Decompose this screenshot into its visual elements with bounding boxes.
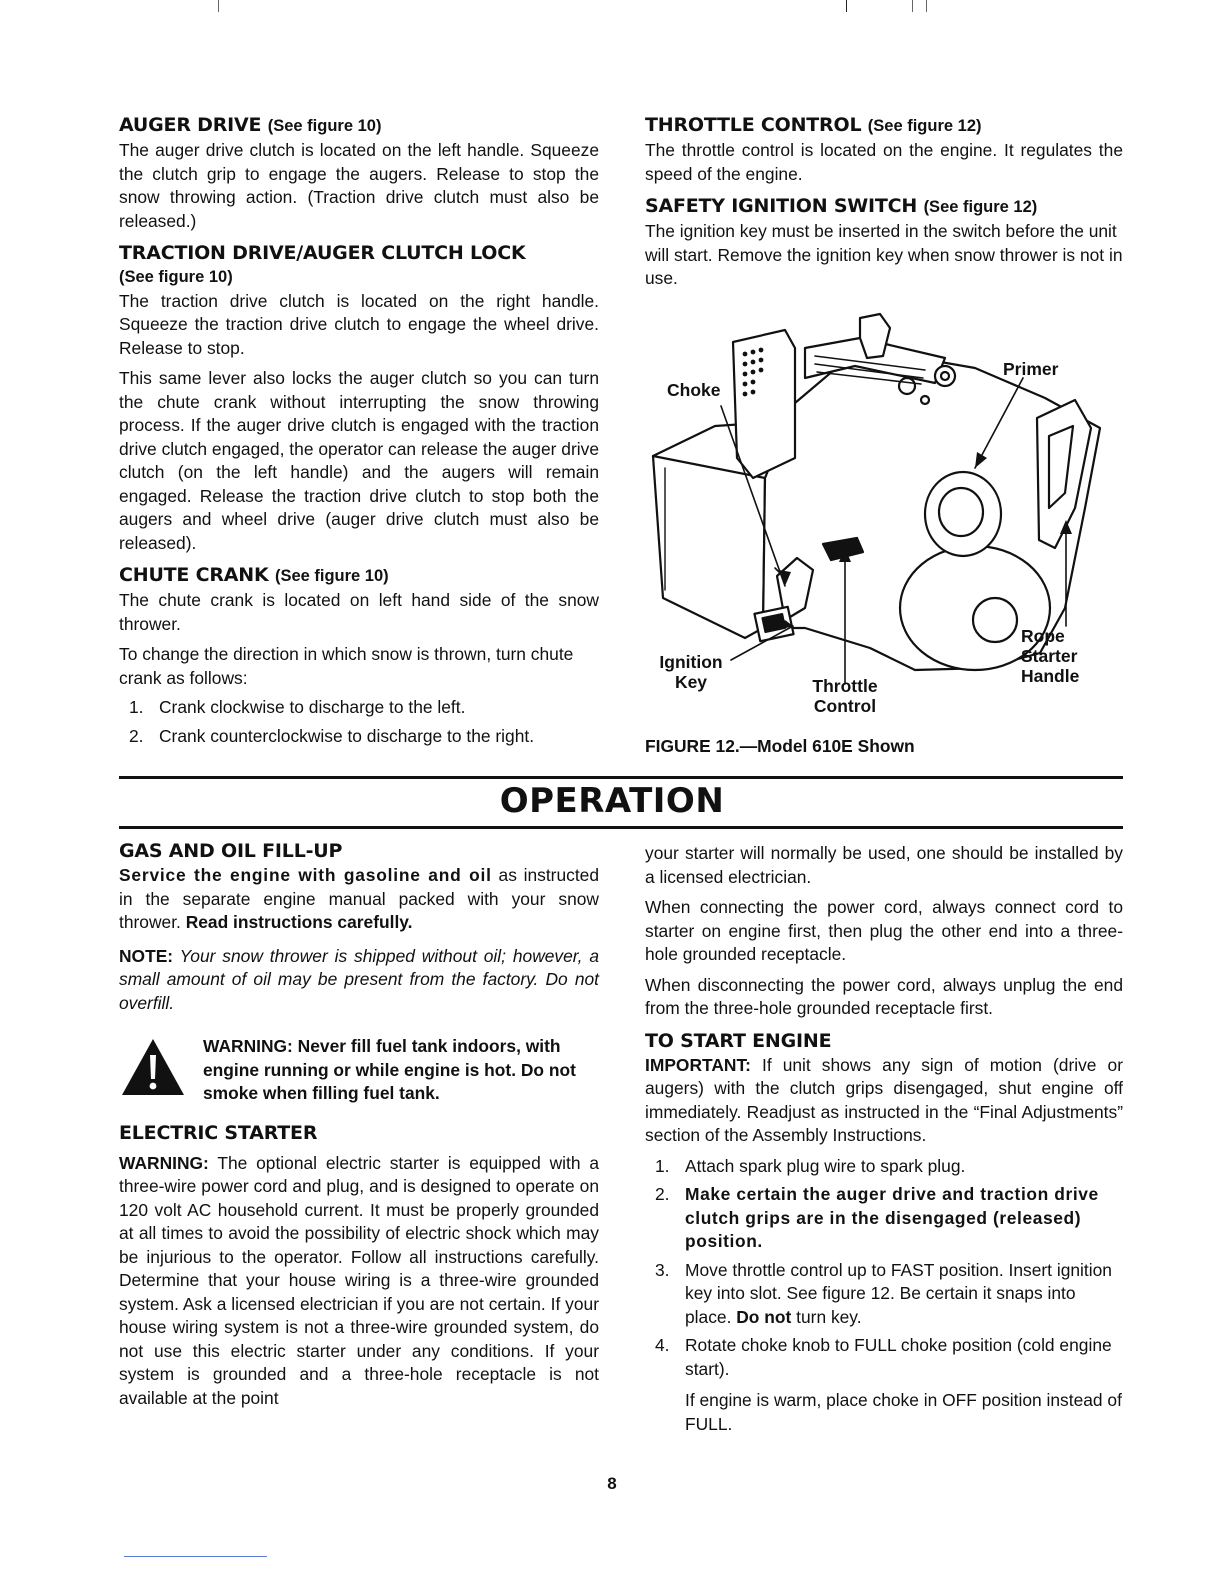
gas-oil-body (119, 864, 599, 935)
list-item (119, 725, 599, 749)
step-number: 2. (129, 725, 144, 746)
figure-caption: FIGURE 12.—Model 610E Shown (645, 736, 915, 756)
step-note: If engine is warm, place choke in OFF position instead of FULL. (685, 1390, 1122, 1434)
electric-starter-title: ELECTRIC STARTER (119, 1121, 318, 1144)
left-column (119, 112, 599, 753)
gas-oil-title: GAS AND OIL FILL-UP (119, 840, 343, 862)
warning-triangle-icon (119, 1035, 187, 1099)
fuel-warning-text: WARNING: Never fill fuel tank indoors, with engine running or while engine is hot. Do not smoke when filling fuel tank. (203, 1036, 576, 1103)
step-text: Rotate choke knob to FULL choke position (cold engine start). (685, 1335, 1112, 1379)
auger-drive-ref: (See figure 10) (267, 117, 382, 135)
note-label: NOTE: (119, 945, 174, 966)
connecting-instructions: When connecting the power cord, always connect cord to starter on engine first, then plug the other end into a three-hole grounded receptacle. (645, 897, 1123, 964)
throttle-control-label: Throttle Control (812, 676, 878, 716)
electric-continued: your starter will normally be used, one should be installed by a licensed electrician. (645, 843, 1123, 887)
ignition-key-label: Ignition Key (659, 652, 723, 692)
engine-figure (645, 308, 1123, 728)
chute-crank-body-2: To change the direction in which snow is thrown, turn chute crank as follows: (119, 644, 574, 688)
chute-crank-ref: (See figure 10) (274, 567, 389, 585)
step-text: Move throttle control up to FAST position. Insert ignition key into slot. See figure 12. Be certain it snaps into place. (685, 1259, 1112, 1327)
chute-crank-heading (119, 562, 599, 589)
important-text: If unit shows any sign of motion (drive or augers) with the clutch grips disengaged, shut engine off immediately. Readjust as instructed in the “Final Adjustments” section of the Assembly Instructions. (645, 1054, 1123, 1145)
electric-warning-text: The optional electric starter is equipped with a three-wire power cord and plug, and is designed to operate on 120 volt AC household current. It must be properly grounded at all times to avoid the possibility of electric shock which may be injurious to the operator. Follow all instructions carefully. Determine that your house wiring is a three-wire grounded system. Ask a licensed electrician if you are not certain. If your house wiring system is not a three-wire grounded system, do not use this electric starter under any conditions. If your system is grounded and a three-hole receptacle is not available at the point (119, 1152, 599, 1408)
list-item (119, 696, 599, 720)
step-text-end: turn key. (791, 1306, 862, 1327)
ignition-heading (645, 193, 1123, 220)
auger-drive-body: The auger drive clutch is located on the left handle. Squeeze the clutch grip to engage the augers. Release to stop the snow throwing action. (Traction drive clutch must also be released.) (119, 140, 599, 231)
traction-lock-ref: (See figure 10) (119, 268, 233, 286)
ignition-body: The ignition key must be inserted in the switch before the unit will start. Remove the ignition key when snow thrower is not in use. (645, 221, 1123, 288)
important-label: IMPORTANT: (645, 1054, 751, 1075)
auger-drive-heading (119, 112, 599, 139)
step-number: 3. (655, 1259, 670, 1280)
chute-crank-steps (119, 696, 599, 748)
step-text: Attach spark plug wire to spark plug. (685, 1155, 966, 1176)
traction-lock-body-1: The traction drive clutch is located on the right handle. Squeeze the traction drive clutch to engage the wheel drive. Release to stop. (119, 290, 599, 358)
choke-label: Choke (667, 380, 721, 400)
list-item (645, 1183, 1123, 1254)
start-important (645, 1054, 1123, 1148)
step-text: Make certain the auger drive and traction drive clutch grips are in the disengaged (released) position. (685, 1184, 1099, 1251)
scan-underline (124, 1556, 267, 1557)
page-number: 8 (607, 1474, 617, 1493)
ignition-title: SAFETY IGNITION SWITCH (645, 195, 918, 217)
throttle-title: THROTTLE CONTROL (645, 114, 862, 136)
throttle-body: The throttle control is located on the engine. It regulates the speed of the engine. (645, 140, 1123, 184)
gas-oil-note (119, 945, 599, 1016)
step-number: 1. (655, 1155, 670, 1176)
step-number: 2. (655, 1184, 670, 1204)
start-steps (645, 1155, 1123, 1437)
note-text: Your snow thrower is shipped without oil; however, a small amount of oil may be present from the factory. Do not overfill. (119, 945, 599, 1013)
operation-left-column (119, 838, 599, 1417)
operation-right-column (645, 842, 1123, 1441)
right-column (645, 112, 1123, 298)
step-text-bold: Do not (736, 1306, 792, 1327)
scan-mark (926, 0, 927, 12)
gas-oil-read: Read instructions carefully. (185, 912, 413, 932)
gas-oil-lead: Service the engine with gasoline and oil (119, 865, 492, 885)
electric-starter-body (119, 1152, 599, 1411)
scan-mark (218, 0, 219, 12)
section-rule-bottom (119, 826, 1123, 829)
auger-drive-title: AUGER DRIVE (119, 114, 262, 136)
list-item (645, 1155, 1123, 1179)
step-number: 1. (129, 697, 144, 717)
operation-title: OPERATION (499, 781, 725, 821)
primer-label: Primer (1003, 359, 1059, 379)
list-item (645, 1334, 1123, 1436)
gas-oil-rest: as instructed in the separate engine manual packed with your snow thrower. (119, 865, 599, 932)
scan-mark (846, 0, 847, 12)
step-text: Crank counterclockwise to discharge to the right. (159, 725, 535, 746)
scan-mark (912, 0, 913, 12)
chute-crank-body-1: The chute crank is located on left hand side of the snow thrower. (119, 590, 599, 634)
traction-lock-title: TRACTION DRIVE/AUGER CLUTCH LOCK (119, 242, 526, 264)
throttle-ref: (See figure 12) (867, 117, 982, 135)
fuel-warning (119, 1035, 599, 1106)
throttle-heading (645, 112, 1123, 139)
rope-starter-label: Rope Starter Handle (1021, 626, 1080, 686)
traction-lock-body-2: This same lever also locks the auger clutch so you can turn the chute crank without interrupting the snow throwing process. If the auger drive clutch is engaged with the traction drive clutch engaged, the operator can release the auger drive clutch (on the left handle) and the augers will remain engaged. Release the traction drive clutch to stop both the augers and wheel drive (auger drive clutch must also be released). (119, 368, 599, 553)
section-rule-top (119, 776, 1123, 779)
chute-crank-title: CHUTE CRANK (119, 564, 269, 586)
ignition-ref: (See figure 12) (923, 198, 1038, 216)
step-text: Crank clockwise to discharge to the left. (159, 697, 466, 717)
step-number: 4. (655, 1335, 670, 1355)
start-engine-title: TO START ENGINE (645, 1029, 832, 1052)
disconnecting-instructions: When disconnecting the power cord, always unplug the end from the three-hole grounded receptacle first. (645, 974, 1123, 1018)
list-item (645, 1259, 1123, 1330)
electric-warning-label: WARNING: (119, 1152, 209, 1173)
